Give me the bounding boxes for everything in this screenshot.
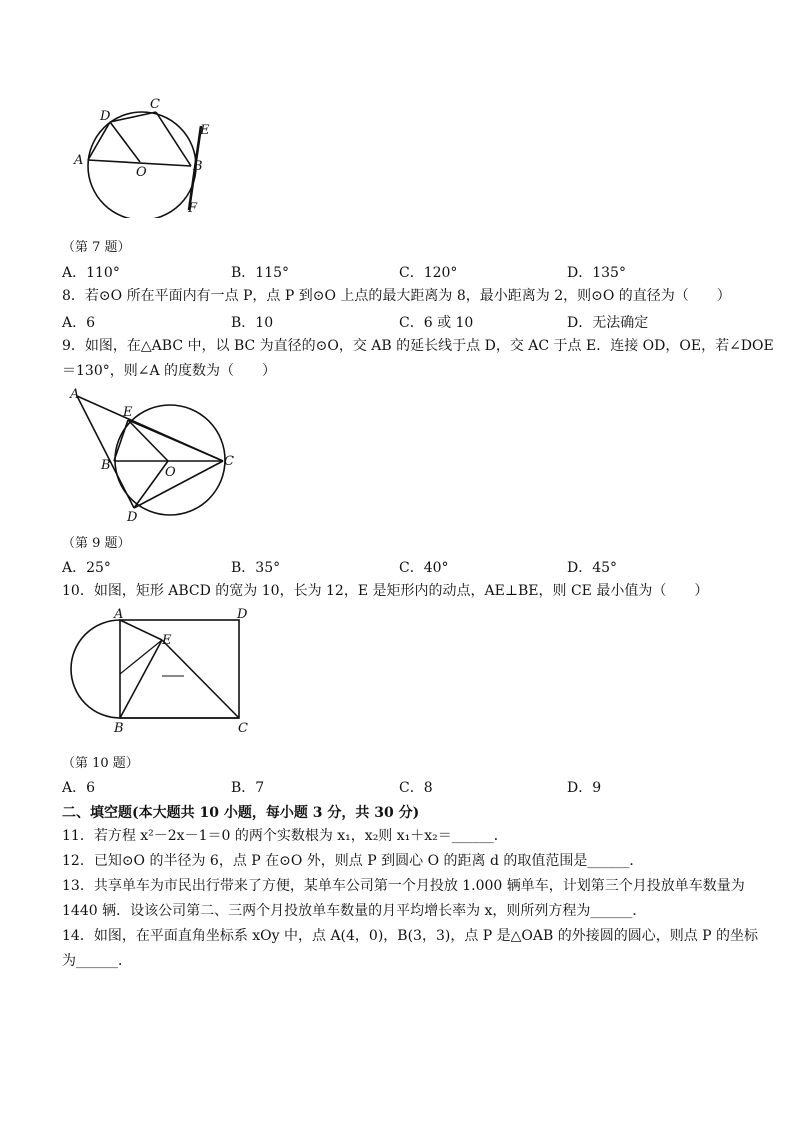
segment-ec [128,420,223,461]
segment-eo [128,420,168,461]
label-d: D [100,109,111,124]
chord-ad [88,122,110,160]
label-a: A [70,387,80,402]
q7-option-a: A．110° [62,265,120,281]
q13-stem-line1: 13．共享单车为市民出行带来了方便，某单车公司第一个月投放 1.000 辆单车，计划第三个月投放单车数量为 [62,878,745,894]
q14-stem-line1: 14．如图，在平面直角坐标系 xOy 中，点 A(4，0)，B(3，3)，点 P 是△OAB 的外接圆的圆心，则点 P 的坐标 [62,928,759,944]
q10-option-c: C．8 [399,780,433,796]
caption-q10: （第 10 题） [62,756,139,771]
semicircle-ab [71,620,120,718]
label-o: O [136,165,147,180]
figure-q9 [66,386,246,526]
figure-q10 [66,606,256,736]
caption-q7: （第 7 题） [62,240,131,255]
label-c: C [150,98,160,112]
q9-stem-line2: ＝130°，则∠A 的度数为（ ） [62,363,277,379]
chord-cb [156,112,191,166]
label-b: B [114,721,124,736]
q9-option-d: D．45° [567,560,618,576]
q10-stem: 10．如图，矩形 ABCD 的宽为 10，长为 12，E 是矩形内的动点，AE⊥BE，则 CE 最小值为（ ） [62,583,709,599]
q10-option-a: A．6 [62,780,96,796]
label-o: O [165,465,176,480]
q8-option-b: B．10 [231,315,274,331]
label-e: E [200,123,210,138]
segment-do [134,461,168,508]
section-fill-in-title: 二、填空题(本大题共 10 小题，每小题 3 分，共 30 分) [62,805,420,821]
label-a: A [74,153,84,168]
segment-be [120,640,162,718]
label-c: C [224,454,234,469]
segment-ae [120,620,162,640]
label-e: E [123,405,133,420]
q9-option-a: A．25° [62,560,111,576]
label-b: B [193,159,203,174]
label-e: E [162,633,172,648]
q8-option-c: C．6 或 10 [399,315,474,331]
segment-be [114,420,128,461]
q8-option-a: A．6 [62,315,96,331]
label-f: F [188,201,198,216]
q9-stem-line1: 9．如图，在△ABC 中，以 BC 为直径的⊙O，交 AB 的延长线于点 D，交 AC 于点 E．连接 OD，OE，若∠DOE [62,338,774,354]
rectangle-abcd [120,620,239,718]
q9-option-c: C．40° [399,560,449,576]
q9-option-b: B．35° [231,560,281,576]
q7-option-c: C．120° [399,265,458,281]
segment-aux [120,640,162,674]
q13-stem-line2: 1440 辆．设该公司第二、三两个月投放单车数量的月平均增长率为 x，则所列方程为______． [62,903,647,919]
label-b: B [101,458,111,473]
label-a: A [114,607,124,622]
label-c: C [238,721,248,736]
q14-stem-line2: 为______． [62,953,132,969]
segment-do [110,122,140,162]
figure-q7 [60,98,230,218]
q11-stem: 11．若方程 x²－2x－1＝0 的两个实数根为 x₁，x₂则 x₁＋x₂＝______． [62,828,508,844]
q8-option-d: D．无法确定 [567,315,649,331]
q7-option-d: D．135° [567,265,626,281]
q10-option-d: D．9 [567,780,602,796]
segment-dc [134,461,223,508]
caption-q9: （第 9 题） [62,536,131,551]
label-d: D [127,510,138,525]
q12-stem: 12．已知⊙O 的半径为 6，点 P 在⊙O 外，则点 P 到圆心 O 的距离 d 的取值范围是______． [62,853,644,869]
segment-ec [162,640,239,718]
q10-option-b: B．7 [231,780,265,796]
q8-stem: 8．若⊙O 所在平面内有一点 P，点 P 到⊙O 上点的最大距离为 8，最小距离为 2，则⊙O 的直径为（ ） [62,288,731,304]
q7-option-b: B．115° [231,265,290,281]
label-d: D [237,607,248,622]
